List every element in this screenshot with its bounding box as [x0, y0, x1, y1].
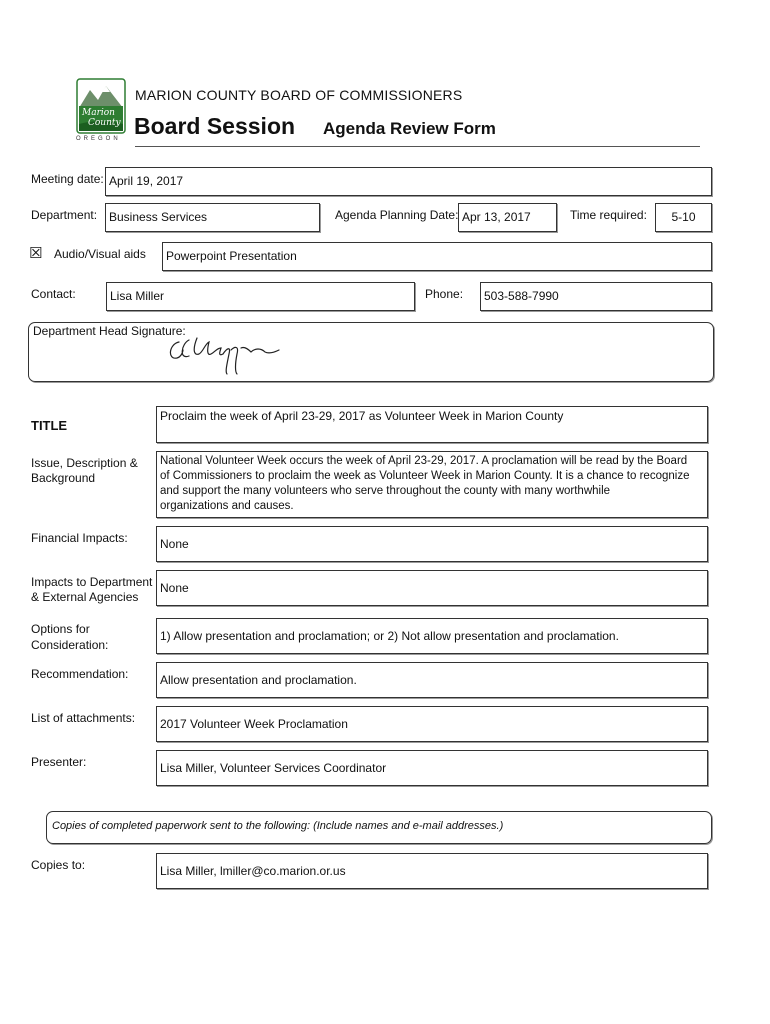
- contact-label: Contact:: [31, 287, 76, 301]
- issue-line-2: of Commissioners to proclaim the week as Volunteer Week in Marion County. It is a chance to recognize: [160, 470, 690, 482]
- issue-line-3: and support the many volunteers who serve throughout the county with many worthwhile: [160, 485, 611, 497]
- av-checkbox[interactable]: ☒: [29, 245, 43, 262]
- signature-scribble-icon: [165, 334, 285, 376]
- recommendation-field[interactable]: Allow presentation and proclamation.: [156, 662, 708, 698]
- meeting-date-field[interactable]: April 19, 2017: [105, 167, 712, 196]
- page-title: Board Session: [134, 113, 296, 139]
- logo-state: OREGON: [76, 136, 121, 142]
- av-label: Audio/Visual aids: [54, 247, 146, 261]
- phone-label: Phone:: [425, 287, 464, 301]
- logo-text-bottom: County: [88, 118, 121, 128]
- issue-line-1: National Volunteer Week occurs the week of April 23-29, 2017. A proclamation will be read by the Board: [160, 455, 688, 467]
- presenter-label: Presenter:: [31, 755, 87, 769]
- meeting-date-label: Meeting date:: [31, 172, 104, 186]
- time-required-field[interactable]: 5-10: [655, 203, 712, 232]
- contact-field[interactable]: Lisa Miller: [106, 282, 415, 311]
- copies-note: Copies of completed paperwork sent to the following: (Include names and e-mail addresses.): [52, 820, 504, 832]
- options-label-2: Consideration:: [31, 638, 109, 652]
- department-field[interactable]: Business Services: [105, 203, 320, 232]
- issue-label-2: Background: [31, 471, 96, 485]
- attachments-field[interactable]: 2017 Volunteer Week Proclamation: [156, 706, 708, 742]
- org-line: MARION COUNTY BOARD OF COMMISSIONERS: [135, 87, 463, 103]
- phone-field[interactable]: 503-588-7990: [480, 282, 712, 311]
- header-divider: [135, 146, 700, 147]
- issue-line-4: organizations and causes.: [160, 500, 294, 512]
- financial-field[interactable]: None: [156, 526, 708, 562]
- title-label: TITLE: [31, 418, 68, 433]
- options-label-1: Options for: [31, 622, 90, 636]
- copies-to-field[interactable]: Lisa Miller, lmiller@co.marion.or.us: [156, 853, 708, 889]
- page-subtitle: Agenda Review Form: [323, 119, 496, 138]
- recommendation-label: Recommendation:: [31, 667, 129, 681]
- time-required-label: Time required:: [570, 208, 647, 222]
- impacts-field[interactable]: None: [156, 570, 708, 606]
- logo-text-top: Marion: [82, 108, 115, 118]
- copies-to-label: Copies to:: [31, 858, 86, 872]
- department-label: Department:: [31, 208, 98, 222]
- financial-label: Financial Impacts:: [31, 531, 128, 545]
- issue-label-1: Issue, Description &: [31, 456, 138, 470]
- issue-field[interactable]: [156, 451, 708, 518]
- title-field[interactable]: Proclaim the week of April 23-29, 2017 as Volunteer Week in Marion County: [156, 406, 708, 443]
- impacts-label-1: Impacts to Department: [31, 575, 153, 589]
- attachments-label: List of attachments:: [31, 711, 136, 725]
- options-field[interactable]: 1) Allow presentation and proclamation; or 2) Not allow presentation and proclamation.: [156, 618, 708, 654]
- planning-date-field[interactable]: Apr 13, 2017: [458, 203, 557, 232]
- marion-county-logo: [76, 78, 126, 146]
- av-field[interactable]: Powerpoint Presentation: [162, 242, 712, 271]
- planning-date-label: Agenda Planning Date:: [335, 208, 459, 222]
- impacts-label-2: & External Agencies: [31, 590, 139, 604]
- presenter-field[interactable]: Lisa Miller, Volunteer Services Coordinator: [156, 750, 708, 786]
- signature-label: Department Head Signature:: [33, 324, 186, 338]
